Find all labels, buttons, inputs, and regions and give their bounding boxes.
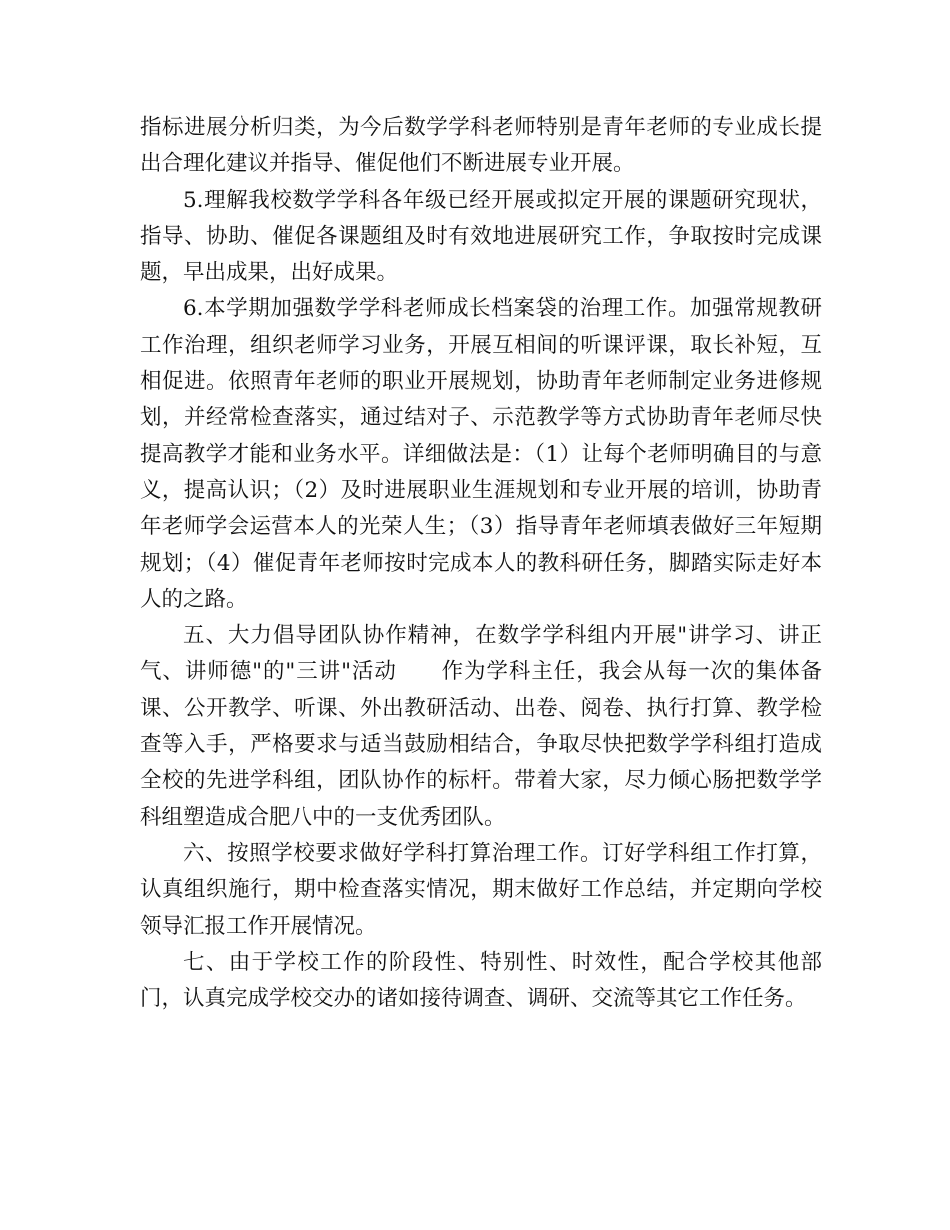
paragraph-item-6: 6.本学期加强数学学科老师成长档案袋的治理工作。加强常规教研工作治理，组织老师学习业务，开展互相间的听课评课，取长补短，互相促进。依照青年老师的职业开展规划，协助青年老师制定业务进修规划，并经常检查落实，通过结对子、示范教学等方式协助青年老师尽快提高教学才能和业务水平。详细做法是：（1）让每个老师明确目的与意义，提高认识；（2）及时进展职业生涯规划和专业开展的培训，协助青年老师学会运营本人的光荣人生；（3）指导青年老师填表做好三年短期规划；（4）催促青年老师按时完成本人的教科研任务，脚踏实际走好本人的之路。 bbox=[140, 296, 822, 612]
paragraph-section-5: 五、大力倡导团队协作精神，在数学学科组内开展"讲学习、讲正气、讲师德"的"三讲"活动 作为学科主任，我会从每一次的集体备课、公开教学、听课、外出教研活动、出卷、阅卷、执行打算、教学检查等入手，严格要求与适当鼓励相结合，争取尽快把数学学科组打造成全校的先进学科组，团队协作的标杆。带着大家，尽力倾心肠把数学学科组塑造成合肥八中的一支优秀团队。 bbox=[140, 623, 822, 830]
paragraph-section-7: 七、由于学校工作的阶段性、特别性、时效性，配合学校其他部门，认真完成学校交办的诸如接待调查、调研、交流等其它工作任务。 bbox=[140, 949, 822, 1012]
paragraph-item-5: 5.理解我校数学学科各年级已经开展或拟定开展的课题研究现状，指导、协助、催促各课题组及时有效地进展研究工作，争取按时完成课题，早出成果，出好成果。 bbox=[140, 187, 822, 286]
paragraph-continued: 指标进展分析归类，为今后数学学科老师特别是青年老师的专业成长提出合理化建议并指导、催促他们不断进展专业开展。 bbox=[140, 115, 822, 177]
paragraph-section-6: 六、按照学校要求做好学科打算治理工作。订好学科组工作打算，认真组织施行，期中检查落实情况，期末做好工作总结，并定期向学校领导汇报工作开展情况。 bbox=[140, 840, 822, 939]
document-body bbox=[140, 110, 822, 1017]
